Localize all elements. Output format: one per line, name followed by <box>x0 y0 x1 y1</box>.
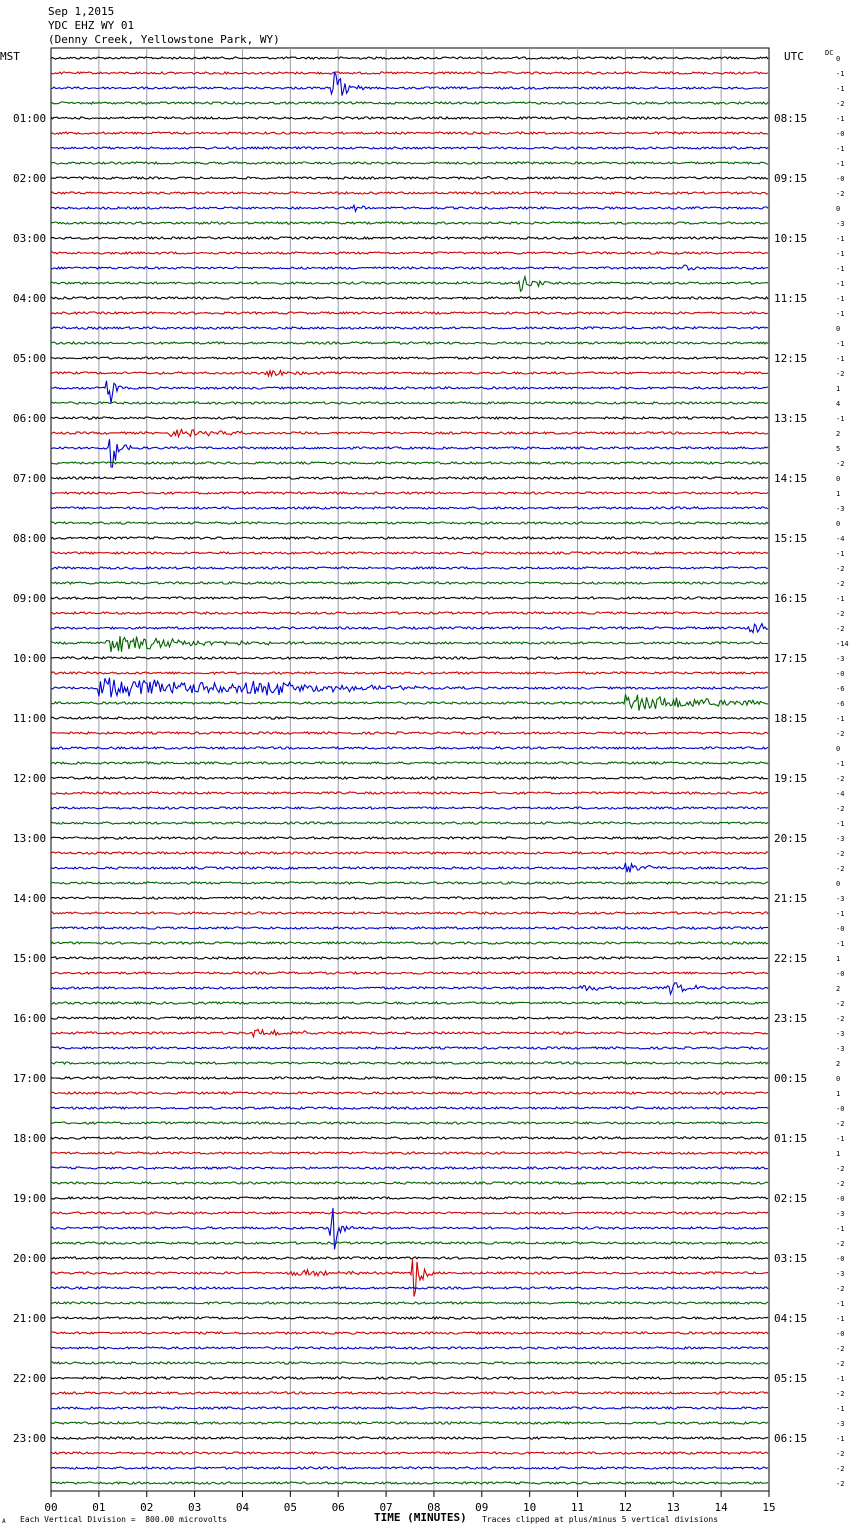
trace-row <box>51 177 768 180</box>
trace-row <box>51 1029 768 1037</box>
trace-row <box>51 837 768 839</box>
dc-offset-label: -0 <box>836 1330 845 1338</box>
dc-offset-label: -2 <box>836 1390 845 1398</box>
trace-row <box>51 297 768 299</box>
clip-note: Traces clipped at plus/minus 5 vertical divisions <box>482 1515 719 1524</box>
dc-offset-label: -0 <box>836 970 845 978</box>
date-label: Sep 1,2015 <box>48 5 115 18</box>
hour-label-right: 01:15 <box>774 1132 808 1145</box>
trace-row <box>51 265 768 270</box>
dc-offset-label: -2 <box>836 1450 845 1458</box>
hour-label-left: 12:00 <box>13 772 47 785</box>
hour-label-left: 14:00 <box>13 892 47 905</box>
x-tick-label: 09 <box>475 1501 489 1514</box>
location-label: (Denny Creek, Yellowstone Park, WY) <box>48 33 280 46</box>
x-tick-label: 00 <box>44 1501 58 1514</box>
trace-row <box>51 1002 768 1004</box>
dc-offset-label: -1 <box>836 1405 845 1413</box>
trace-row <box>51 1152 768 1154</box>
dc-offset-label: -2 <box>836 1000 845 1008</box>
trace-row <box>51 72 768 74</box>
dc-offset-label: -1 <box>836 1135 845 1143</box>
trace-row <box>51 624 768 633</box>
trace-row <box>51 73 768 96</box>
hour-label-right: 04:15 <box>774 1312 808 1325</box>
trace-row <box>51 381 768 404</box>
trace-row <box>51 1167 768 1169</box>
trace-row <box>51 732 768 734</box>
trace-row <box>51 1242 768 1244</box>
dc-offset-label: -0 <box>836 130 845 138</box>
dc-offset-label: -0 <box>836 175 845 183</box>
dc-offset-label: 0 <box>836 475 841 483</box>
hour-label-right: 18:15 <box>774 712 808 725</box>
hour-label-right: 23:15 <box>774 1012 808 1025</box>
dc-offset-label: -2 <box>836 1180 845 1188</box>
dc-offset-label: -0 <box>836 925 845 933</box>
hour-label-right: 17:15 <box>774 652 808 665</box>
trace-row <box>51 1047 768 1049</box>
trace-row <box>51 1062 768 1064</box>
trace-row <box>51 927 768 929</box>
dc-offset-label: -1 <box>836 145 845 153</box>
x-tick-label: 07 <box>379 1501 393 1514</box>
trace-row <box>51 102 768 104</box>
trace-row <box>51 417 768 419</box>
trace-row <box>51 1107 768 1109</box>
hour-label-left: 07:00 <box>13 472 47 485</box>
dc-offset-label: -3 <box>836 895 845 903</box>
dc-offset-label: -2 <box>836 1360 845 1368</box>
trace-row <box>51 694 768 710</box>
hour-label-left: 05:00 <box>13 352 47 365</box>
dc-offset-label: -2 <box>836 625 845 633</box>
dc-offset-label: -2 <box>836 460 845 468</box>
dc-offset-label: -1 <box>836 160 845 168</box>
grid-lines <box>51 48 769 1491</box>
dc-offset-label: -2 <box>836 1480 845 1488</box>
trace-row <box>51 792 768 794</box>
hour-label-right: 00:15 <box>774 1072 808 1085</box>
trace-row <box>51 312 768 314</box>
hour-label-left: 03:00 <box>13 232 47 245</box>
trace-row <box>51 942 768 944</box>
dc-offset-label: -2 <box>836 565 845 573</box>
trace-row <box>51 277 768 292</box>
dc-offset-label: -1 <box>836 250 845 258</box>
trace-row <box>51 1362 768 1364</box>
dc-offset-label: -1 <box>836 340 845 348</box>
dc-offset-label: -1 <box>836 940 845 948</box>
dc-offset-label: -2 <box>836 730 845 738</box>
trace-row <box>51 567 768 569</box>
hour-label-left: 04:00 <box>13 292 47 305</box>
dc-offset-label: -3 <box>836 1210 845 1218</box>
trace-row <box>51 1257 768 1259</box>
dc-offset-label: -1 <box>836 280 845 288</box>
hour-label-left: 02:00 <box>13 172 47 185</box>
trace-row <box>51 582 768 584</box>
dc-offset-label: -2 <box>836 850 845 858</box>
dc-offset-label: -1 <box>836 760 845 768</box>
trace-row <box>51 678 768 698</box>
dc-offset-label: -1 <box>836 1375 845 1383</box>
dc-offset-label: -2 <box>836 1015 845 1023</box>
dc-offset-label: -1 <box>836 115 845 123</box>
trace-row <box>51 252 768 254</box>
trace-row <box>51 1422 768 1424</box>
x-tick-label: 12 <box>618 1501 633 1514</box>
dc-offset-label: -1 <box>836 70 845 78</box>
trace-row <box>51 162 768 164</box>
trace-row <box>51 1182 768 1184</box>
dc-offset-label: -1 <box>836 235 845 243</box>
trace-row <box>51 327 768 329</box>
hour-label-right: 06:15 <box>774 1432 808 1445</box>
dc-offset-label: -1 <box>836 415 845 423</box>
dc-offset-label: -2 <box>836 775 845 783</box>
trace-row <box>51 192 768 194</box>
dc-offset-label: -1 <box>836 595 845 603</box>
dc-offset-label: -0 <box>836 1255 845 1263</box>
trace-row <box>51 477 768 479</box>
station-label: YDC EHZ WY 01 <box>48 19 135 32</box>
dc-offset-label: -2 <box>836 610 845 618</box>
hour-label-left: 23:00 <box>13 1432 47 1445</box>
hour-label-right: 21:15 <box>774 892 808 905</box>
dc-offset-label: 2 <box>836 985 841 993</box>
dc-offset-label: -4 <box>836 535 845 543</box>
hour-label-left: 17:00 <box>13 1072 47 1085</box>
dc-offset-label: -1 <box>836 310 845 318</box>
trace-row <box>51 863 768 873</box>
dc-offset-label: -1 <box>836 355 845 363</box>
trace-row <box>51 1197 768 1199</box>
x-tick-label: 15 <box>762 1501 776 1514</box>
hour-label-left: 19:00 <box>13 1192 47 1205</box>
trace-row <box>51 507 768 509</box>
hour-label-right: 02:15 <box>774 1192 808 1205</box>
trace-row <box>51 807 768 809</box>
hour-label-left: 08:00 <box>13 532 47 545</box>
x-tick-label: 03 <box>187 1501 202 1514</box>
dc-offset-label: 0 <box>836 205 841 213</box>
x-tick-label: 13 <box>666 1501 680 1514</box>
traces <box>51 57 768 1484</box>
trace-row <box>51 205 768 211</box>
dc-offset-label: -3 <box>836 1420 845 1428</box>
trace-row <box>51 132 768 134</box>
trace-row <box>51 57 768 59</box>
trace-row <box>51 762 768 764</box>
hour-label-right: 05:15 <box>774 1372 808 1385</box>
hour-label-left: 21:00 <box>13 1312 47 1325</box>
dc-offset-label: -2 <box>836 865 845 873</box>
trace-row <box>51 357 768 359</box>
trace-row <box>51 972 768 974</box>
dc-offset-label: -14 <box>836 640 849 648</box>
trace-row <box>51 522 768 524</box>
dc-offset-label: -3 <box>836 505 845 513</box>
dc-offset-label: -6 <box>836 700 845 708</box>
dc-offset-label: -2 <box>836 1285 845 1293</box>
trace-row <box>51 1407 768 1409</box>
hour-label-left: 06:00 <box>13 412 47 425</box>
trace-row <box>51 342 768 344</box>
axis-labels <box>13 55 849 1514</box>
hour-label-left: 01:00 <box>13 112 47 125</box>
dc-offset-label: -2 <box>836 100 845 108</box>
x-tick-label: 01 <box>92 1501 106 1514</box>
trace-row <box>51 402 768 404</box>
dc-offset-label: -4 <box>836 790 845 798</box>
dc-offset-label: -2 <box>836 805 845 813</box>
hour-label-left: 09:00 <box>13 592 47 605</box>
hour-label-right: 09:15 <box>774 172 808 185</box>
dc-offset-label: -0 <box>836 1105 845 1113</box>
trace-row <box>51 462 768 464</box>
dc-offset-label: -1 <box>836 910 845 918</box>
trace-row <box>51 597 768 599</box>
dc-offset-label: -1 <box>836 1225 845 1233</box>
dc-offset-label: 0 <box>836 745 841 753</box>
trace-row <box>51 612 768 614</box>
hour-label-right: 03:15 <box>774 1252 808 1265</box>
hour-label-left: 10:00 <box>13 652 47 665</box>
hour-label-left: 20:00 <box>13 1252 47 1265</box>
trace-row <box>51 1482 768 1484</box>
dc-offset-label: -2 <box>836 1345 845 1353</box>
dc-offset-label: 4 <box>836 400 841 408</box>
dc-offset-label: -1 <box>836 295 845 303</box>
hour-label-right: 13:15 <box>774 412 808 425</box>
mst-label: MST <box>0 50 20 63</box>
dc-offset-label: -3 <box>836 655 845 663</box>
dc-offset-label: 1 <box>836 955 841 963</box>
dc-offset-label: -2 <box>836 580 845 588</box>
x-tick-label: 04 <box>235 1501 250 1514</box>
hour-label-right: 20:15 <box>774 832 808 845</box>
trace-row <box>51 1467 768 1469</box>
dc-offset-label: -0 <box>836 670 845 678</box>
x-axis-label: TIME (MINUTES) <box>374 1511 467 1524</box>
trace-row <box>51 1377 768 1379</box>
trace-row <box>51 1332 768 1334</box>
trace-row <box>51 222 768 224</box>
trace-row <box>51 657 768 659</box>
trace-row <box>51 636 768 652</box>
dc-offset-label: -3 <box>836 1045 845 1053</box>
trace-row <box>51 1392 768 1394</box>
x-tick-label: 02 <box>140 1501 154 1514</box>
trace-row <box>51 1092 768 1094</box>
trace-row <box>51 147 768 149</box>
hour-label-right: 16:15 <box>774 592 808 605</box>
hour-label-right: 15:15 <box>774 532 808 545</box>
trace-row <box>51 537 768 539</box>
trace-row <box>51 1260 768 1297</box>
trace-row <box>51 1317 768 1319</box>
dc-offset-label: -3 <box>836 835 845 843</box>
dc-offset-label: -1 <box>836 715 845 723</box>
trace-row <box>51 492 768 494</box>
dc-offset-label: 0 <box>836 325 841 333</box>
trace-row <box>51 1452 768 1454</box>
trace-row <box>51 370 768 376</box>
dc-offset-label: -2 <box>836 1240 845 1248</box>
x-tick-label: 08 <box>427 1501 441 1514</box>
x-tick-label: 11 <box>570 1501 585 1514</box>
scale-note: Each Vertical Division = 800.00 microvolts <box>20 1515 228 1524</box>
dc-offset-label: -3 <box>836 220 845 228</box>
trace-row <box>51 717 768 719</box>
dc-offset-label: 0 <box>836 520 841 528</box>
dc-offset-label: 1 <box>836 385 841 393</box>
hour-label-left: 18:00 <box>13 1132 47 1145</box>
dc-offset-label: 2 <box>836 1060 841 1068</box>
trace-row <box>51 1017 768 1019</box>
hour-label-right: 12:15 <box>774 352 808 365</box>
dc-offset-label: -1 <box>836 265 845 273</box>
trace-row <box>51 1137 768 1139</box>
dc-offset-label: 0 <box>836 880 841 888</box>
plot-frame <box>51 48 769 1491</box>
dc-offset-label: -2 <box>836 190 845 198</box>
trace-row <box>51 237 768 239</box>
hour-label-right: 10:15 <box>774 232 808 245</box>
dc-offset-label: -2 <box>836 1120 845 1128</box>
trace-row <box>51 777 768 779</box>
dc-offset-label: -2 <box>836 370 845 378</box>
hour-label-right: 14:15 <box>774 472 808 485</box>
trace-row <box>51 912 768 914</box>
dc-offset-label: 1 <box>836 1150 841 1158</box>
dc-offset-label: -1 <box>836 550 845 558</box>
trace-row <box>51 1122 768 1124</box>
dc-offset-label: 2 <box>836 430 841 438</box>
trace-row <box>51 1212 768 1214</box>
trace-row <box>51 429 768 436</box>
hour-label-left: 15:00 <box>13 952 47 965</box>
trace-row <box>51 1302 768 1304</box>
dc-offset-label: 1 <box>836 1090 841 1098</box>
trace-row <box>51 882 768 884</box>
trace-row <box>51 747 768 749</box>
x-tick-label: 14 <box>714 1501 728 1514</box>
dc-offset-label: -1 <box>836 1435 845 1443</box>
dc-label: DC <box>825 49 834 57</box>
trace-row <box>51 957 768 959</box>
dc-offset-label: -1 <box>836 1315 845 1323</box>
hour-label-left: 13:00 <box>13 832 47 845</box>
hour-label-left: 16:00 <box>13 1012 47 1025</box>
trace-row <box>51 552 768 554</box>
trace-row <box>51 822 768 824</box>
dc-offset-label: -2 <box>836 1165 845 1173</box>
trace-row <box>51 983 768 994</box>
dc-offset-label: 5 <box>836 445 841 453</box>
trace-row <box>51 672 768 674</box>
x-tick-label: 10 <box>523 1501 537 1514</box>
dc-offset-label: -3 <box>836 1270 845 1278</box>
dc-offset-label: -2 <box>836 1465 845 1473</box>
hour-label-right: 22:15 <box>774 952 808 965</box>
dc-offset-label: -6 <box>836 685 845 693</box>
dc-offset-label: 0 <box>836 55 841 63</box>
trace-row <box>51 117 768 119</box>
dc-offset-label: 0 <box>836 1075 841 1083</box>
hour-label-right: 08:15 <box>774 112 808 125</box>
x-tick-label: 05 <box>283 1501 297 1514</box>
trace-row <box>51 852 768 854</box>
dc-offset-label: 1 <box>836 490 841 498</box>
dc-offset-label: -1 <box>836 85 845 93</box>
dc-offset-label: -3 <box>836 1030 845 1038</box>
dc-offset-label: -1 <box>836 1300 845 1308</box>
trace-row <box>51 1347 768 1349</box>
logo-icon: А <box>2 1518 6 1525</box>
hour-label-left: 11:00 <box>13 712 47 725</box>
trace-row <box>51 897 768 899</box>
hour-label-right: 19:15 <box>774 772 808 785</box>
x-tick-label: 06 <box>331 1501 345 1514</box>
trace-row <box>51 1437 768 1439</box>
dc-offset-label: -1 <box>836 820 845 828</box>
trace-row <box>51 1077 768 1079</box>
trace-row <box>51 1287 768 1289</box>
hour-label-left: 22:00 <box>13 1372 47 1385</box>
dc-offset-label: -0 <box>836 1195 845 1203</box>
utc-label: UTC <box>784 50 804 63</box>
hour-label-right: 11:15 <box>774 292 808 305</box>
